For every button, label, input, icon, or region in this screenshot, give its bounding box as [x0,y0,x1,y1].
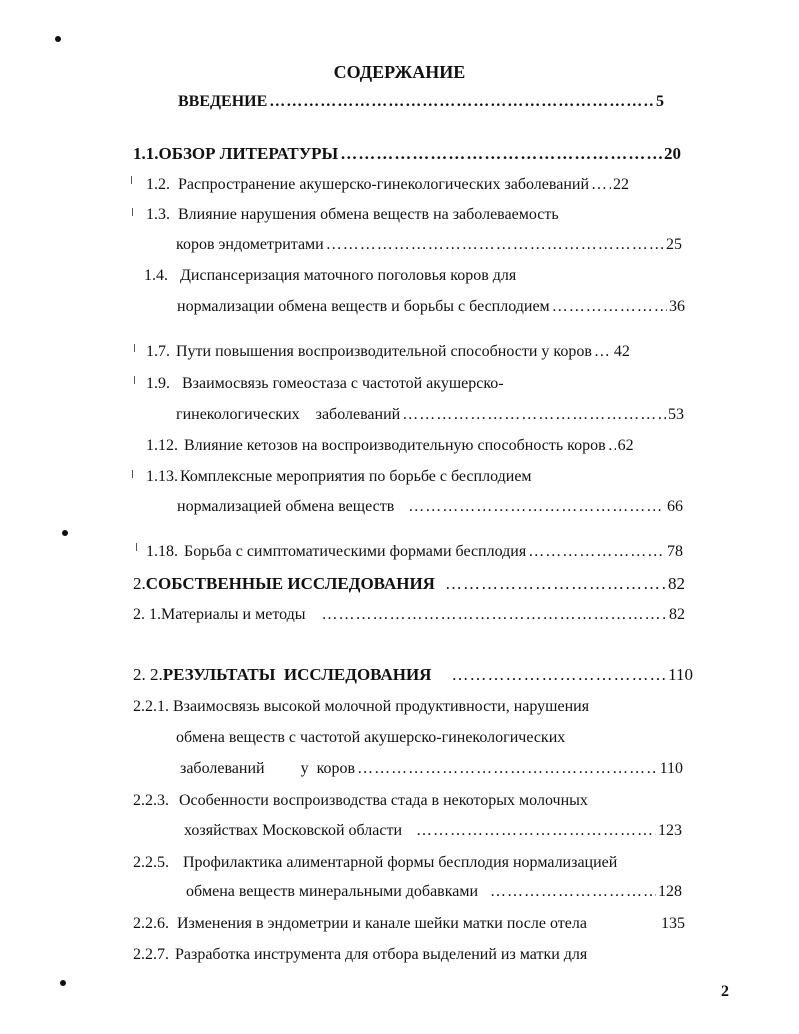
toc-entry-text: Пути повышения воспроизводительной способности у коров [176,343,592,360]
toc-entry-number: 1.4. [144,267,168,284]
toc-entry-page: 128 [658,883,682,900]
toc-entry-text: Разработка инструмента для отбора выделений из матки для [175,946,588,963]
toc-leader-dots [416,821,656,841]
toc-entry-text: Материалы и методы [161,606,306,623]
toc-entry-text: обмена веществ с частотой акушерско-гинекологических [176,729,566,746]
toc-entry-2-1 [133,605,685,625]
toc-entry-text: ВВЕДЕНИЕ [178,93,268,110]
toc-entry-number: 1.13. [146,468,178,485]
toc-entry-text: Влияние нарушения обмена веществ на заболеваемость [178,206,559,223]
toc-entry-1-9-continued [176,405,684,425]
toc-entry-number: 2. [133,574,146,593]
toc-entry-text: хозяйствах Московской области [184,822,403,839]
scan-mark [132,470,133,478]
toc-leader-dots [445,574,666,594]
toc-entry-1-4 [144,266,516,286]
toc-leader-dots [451,665,666,685]
toc-entry-text: Изменения в эндометрии и канале шейки матки после отела [177,915,587,932]
toc-entry-text: Особенности воспроизводства стада в некоторых молочных [179,792,588,809]
toc-entry-page: 82 [668,574,685,593]
toc-entry-page: 82 [669,606,685,623]
toc-entry-text: нормализации обмена веществ и борьбы с бесплодием [177,298,550,315]
scan-speck [55,36,61,42]
toc-entry-2-2-6 [133,914,685,934]
toc-leader-dots [608,436,616,456]
toc-entry-page: 22 [613,176,630,193]
toc-leader-dots [357,759,658,779]
toc-leader-dots [528,542,665,562]
toc-entry-number: 1.18. [146,543,178,560]
toc-entry-text: Распространение акушерско-гинекологических заболеваний [178,176,590,193]
scan-mark [132,208,133,216]
toc-leader-dots [408,497,665,517]
toc-entry-page: 110 [668,665,693,684]
toc-entry-text: СОБСТВЕННЫЕ ИССЛЕДОВАНИЯ [145,574,435,593]
toc-entry-2-2-1 [133,697,589,717]
toc-entry-number: 1.3. [146,206,170,223]
toc-leader-dots [322,605,667,625]
toc-entry-text: Профилактика алиментарной формы бесплодия нормализацией [183,854,618,871]
toc-entry-text: Диспансеризация маточного поголовья коров для [180,267,517,284]
toc-entry-text: заболеваний у коров [180,760,356,777]
toc-entry-text: Борьба с симптоматическими формами бесплодия [184,543,527,560]
toc-entry-1-13-continued [177,497,683,517]
toc-entry-introduction [178,92,664,112]
toc-entry-text: нормализацией обмена веществ [177,498,395,515]
toc-entry-page: 42 [613,343,630,360]
toc-entry-page: 135 [661,915,685,932]
scan-mark [136,543,137,551]
toc-entry-text: РЕЗУЛЬТАТЫ ИССЛЕДОВАНИЯ [162,665,432,684]
toc-entry-2-2 [133,665,693,685]
toc-leader-dots [594,342,612,362]
toc-entry-2-2-7 [133,945,587,965]
scan-mark [134,344,135,352]
toc-entry-number: 1.2. [146,176,170,193]
toc-entry-1-3 [146,205,559,225]
toc-leader-dots [591,175,611,195]
toc-entry-2 [133,574,685,594]
toc-leader-dots [402,405,666,425]
page-number: 2 [721,983,729,1000]
toc-entry-page: 110 [659,760,683,777]
toc-leader-dots [490,882,656,902]
toc-entry-number: 1.7. [146,343,170,360]
scan-speck [60,980,66,986]
toc-entry-page: 62 [617,437,634,454]
toc-entry-number: 1.9. [146,375,170,392]
toc-entry-1-18 [146,542,683,562]
toc-entry-page: 78 [667,543,683,560]
toc-entry-number: 2.2.1. [133,698,169,715]
toc-entry-1-13 [146,467,532,487]
toc-leader-dots [552,297,667,317]
toc-leader-dots [326,235,664,255]
toc-entry-1-7 [146,342,683,362]
toc-leader-dots [269,92,654,112]
toc-entry-1-9 [146,374,504,394]
toc-entry-text: Взаимосвязь высокой молочной продуктивности, нарушения [173,698,590,715]
toc-entry-2-2-5 [133,853,617,873]
scan-mark [134,376,135,384]
toc-entry-number: 1.12. [146,437,178,454]
toc-entry-text: гинекологических заболеваний [176,406,401,423]
toc-entry-number: 2. 1. [133,606,161,623]
toc-entry-1-3-continued [176,235,682,255]
scan-mark [131,176,132,184]
toc-entry-1-12 [146,436,687,456]
toc-entry-number: 2. 2. [133,665,163,684]
toc-entry-page: 25 [666,236,682,253]
scan-speck [62,530,68,536]
toc-entry-2-2-1-continued-2 [180,759,683,779]
toc-entry-page: 20 [664,144,681,163]
toc-entry-page: 53 [668,406,684,423]
toc-title: СОДЕРЖАНИЕ [333,62,466,82]
toc-entry-number: 2.2.3. [133,792,169,809]
toc-entry-number: 2.2.7. [133,946,169,963]
toc-entry-number: 2.2.6. [133,915,169,932]
toc-entry-text: Влияние кетозов на воспроизводительную способность коров [184,437,606,454]
toc-entry-2-2-1-continued [176,728,565,748]
toc-entry-text: Комплексные мероприятия по борьбе с бесплодием [180,468,532,485]
toc-entry-2-2-3-continued [184,821,682,841]
toc-entry-text: ОБЗОР ЛИТЕРАТУРЫ [158,144,339,163]
toc-entry-2-2-5-continued [186,882,682,902]
toc-entry-text: Взаимосвязь гомеостаза с частотой акушерско- [182,375,504,392]
toc-leader-dots [340,144,662,164]
toc-entry-2-2-3 [133,791,588,811]
toc-entry-1-1 [133,144,681,164]
toc-entry-page: 66 [667,498,683,515]
toc-entry-page: 123 [658,822,682,839]
toc-entry-number: 1.1. [133,144,159,163]
toc-entry-page: 5 [656,93,664,110]
toc-entry-1-4-continued [177,297,685,317]
toc-entry-text: коров эндометритами [176,236,324,253]
toc-entry-page: 36 [669,298,685,315]
toc-entry-1-2 [146,175,681,195]
toc-entry-number: 2.2.5. [133,854,169,871]
toc-entry-text: обмена веществ минеральными добавками [186,883,479,900]
